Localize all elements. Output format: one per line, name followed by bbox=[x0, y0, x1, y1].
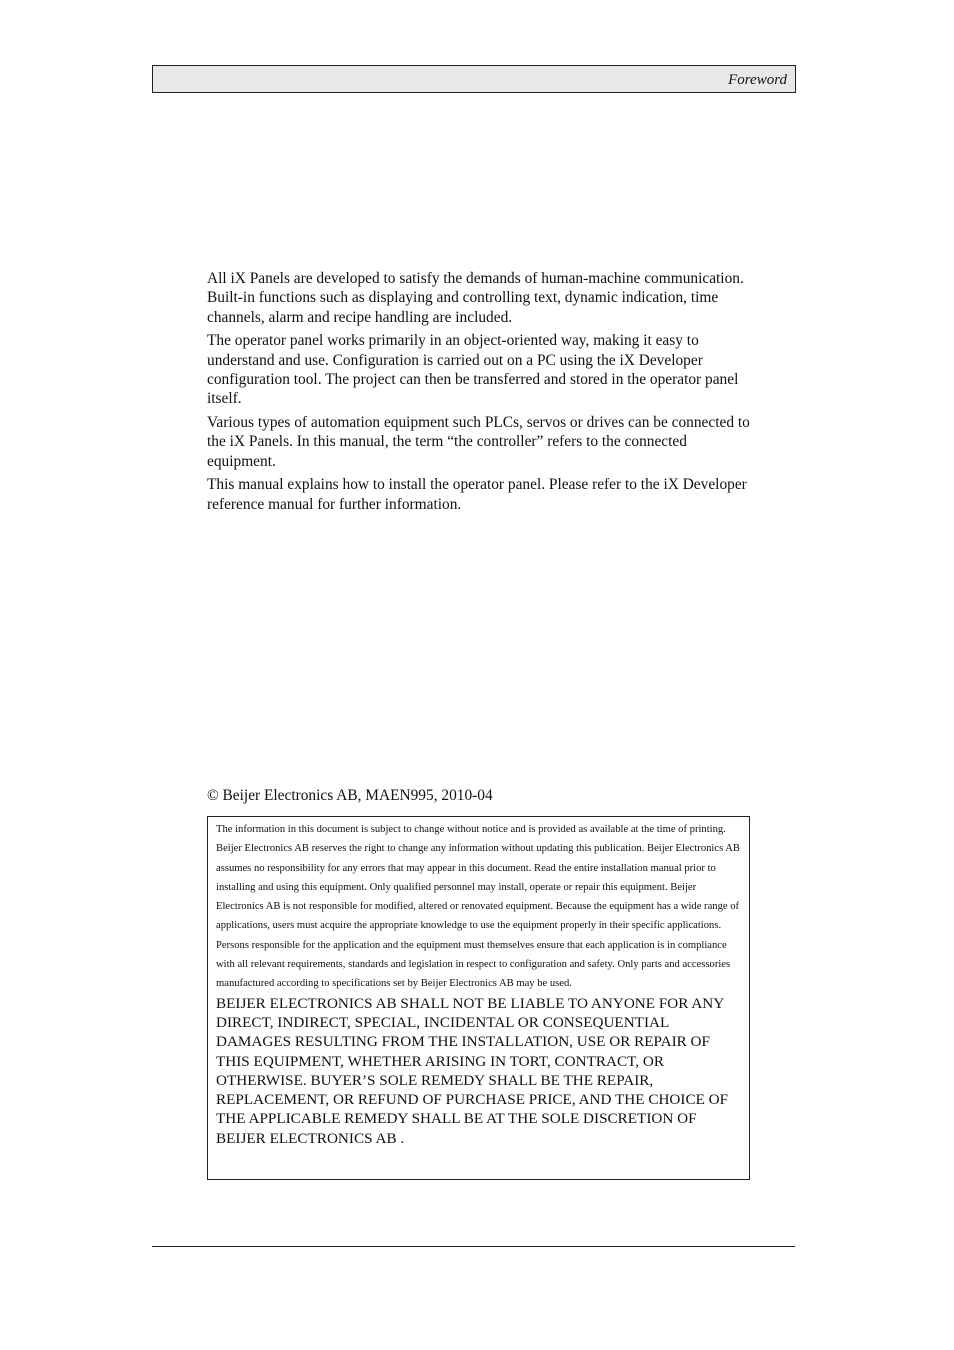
running-header bbox=[152, 65, 796, 93]
body-paragraph: All iX Panels are developed to satisfy the demands of human-machine communication. Built-in functions such as displaying and controlling text, dynamic indication, time channels, alarm and recipe handling are included. bbox=[207, 270, 744, 326]
disclaimer-notice: The information in this document is subject to change without notice and is provided as available at the time of printing. Beijer Electronics AB reserves the right to change any information without updating this publication. Beijer Electronics AB assumes no responsibility for any errors that may appear in this document. Read the entire installation manual prior to installing and using this equipment. Only qualified personnel may install, operate or repair this equipment. Beijer Electronics AB is not responsible for modified, altered or renovated equipment. Because the equipment has a wide range of applications, users must acquire the appropriate knowledge to use the equipment properly in their specific applications. Persons responsible for the application and the equipment must themselves ensure that each application is in compliance with all relevant requirements, standards and legislation in respect to configuration and safety. Only parts and accessories manufactured according to specifications set by Beijer Electronics AB may be used. bbox=[216, 824, 740, 990]
body-paragraph: The operator panel works primarily in an object-oriented way, making it easy to understand and use. Configuration is carried out on a PC using the iX Developer configuration tool. The project can then be transferred and stored in the operator panel itself. bbox=[207, 332, 739, 408]
liability-statement: BEIJER ELECTRONICS AB SHALL NOT BE LIABLE TO ANYONE FOR ANY DIRECT, INDIRECT, SPECIAL, INCIDENTAL OR CONSEQUENTIAL DAMAGES RESULTING FROM THE INSTALLATION, USE OR REPAIR OF THIS EQUIPMENT, WHETHER ARISING IN TORT, CONTRACT, OR OTHERWISE. BUYER’S SOLE REMEDY SHALL BE THE REPAIR, REPLACEMENT, OR REFUND OF PURCHASE PRICE, AND THE CHOICE OF THE APPLICABLE REMEDY SHALL BE AT THE SOLE DISCRETION OF BEIJER ELECTRONICS AB . bbox=[216, 994, 729, 1147]
body-paragraph: This manual explains how to install the operator panel. Please refer to the iX Developer reference manual for further information. bbox=[207, 476, 747, 513]
section-title: Foreword bbox=[728, 72, 787, 88]
foreword-body bbox=[207, 269, 752, 519]
disclaimer-box bbox=[207, 816, 750, 1180]
copyright-line: © Beijer Electronics AB, MAEN995, 2010-04 bbox=[207, 787, 493, 804]
body-paragraph: Various types of automation equipment such PLCs, servos or drives can be connected to the iX Panels. In this manual, the term “the controller” refers to the connected equipment. bbox=[207, 414, 750, 470]
footer-rule bbox=[152, 1246, 795, 1247]
